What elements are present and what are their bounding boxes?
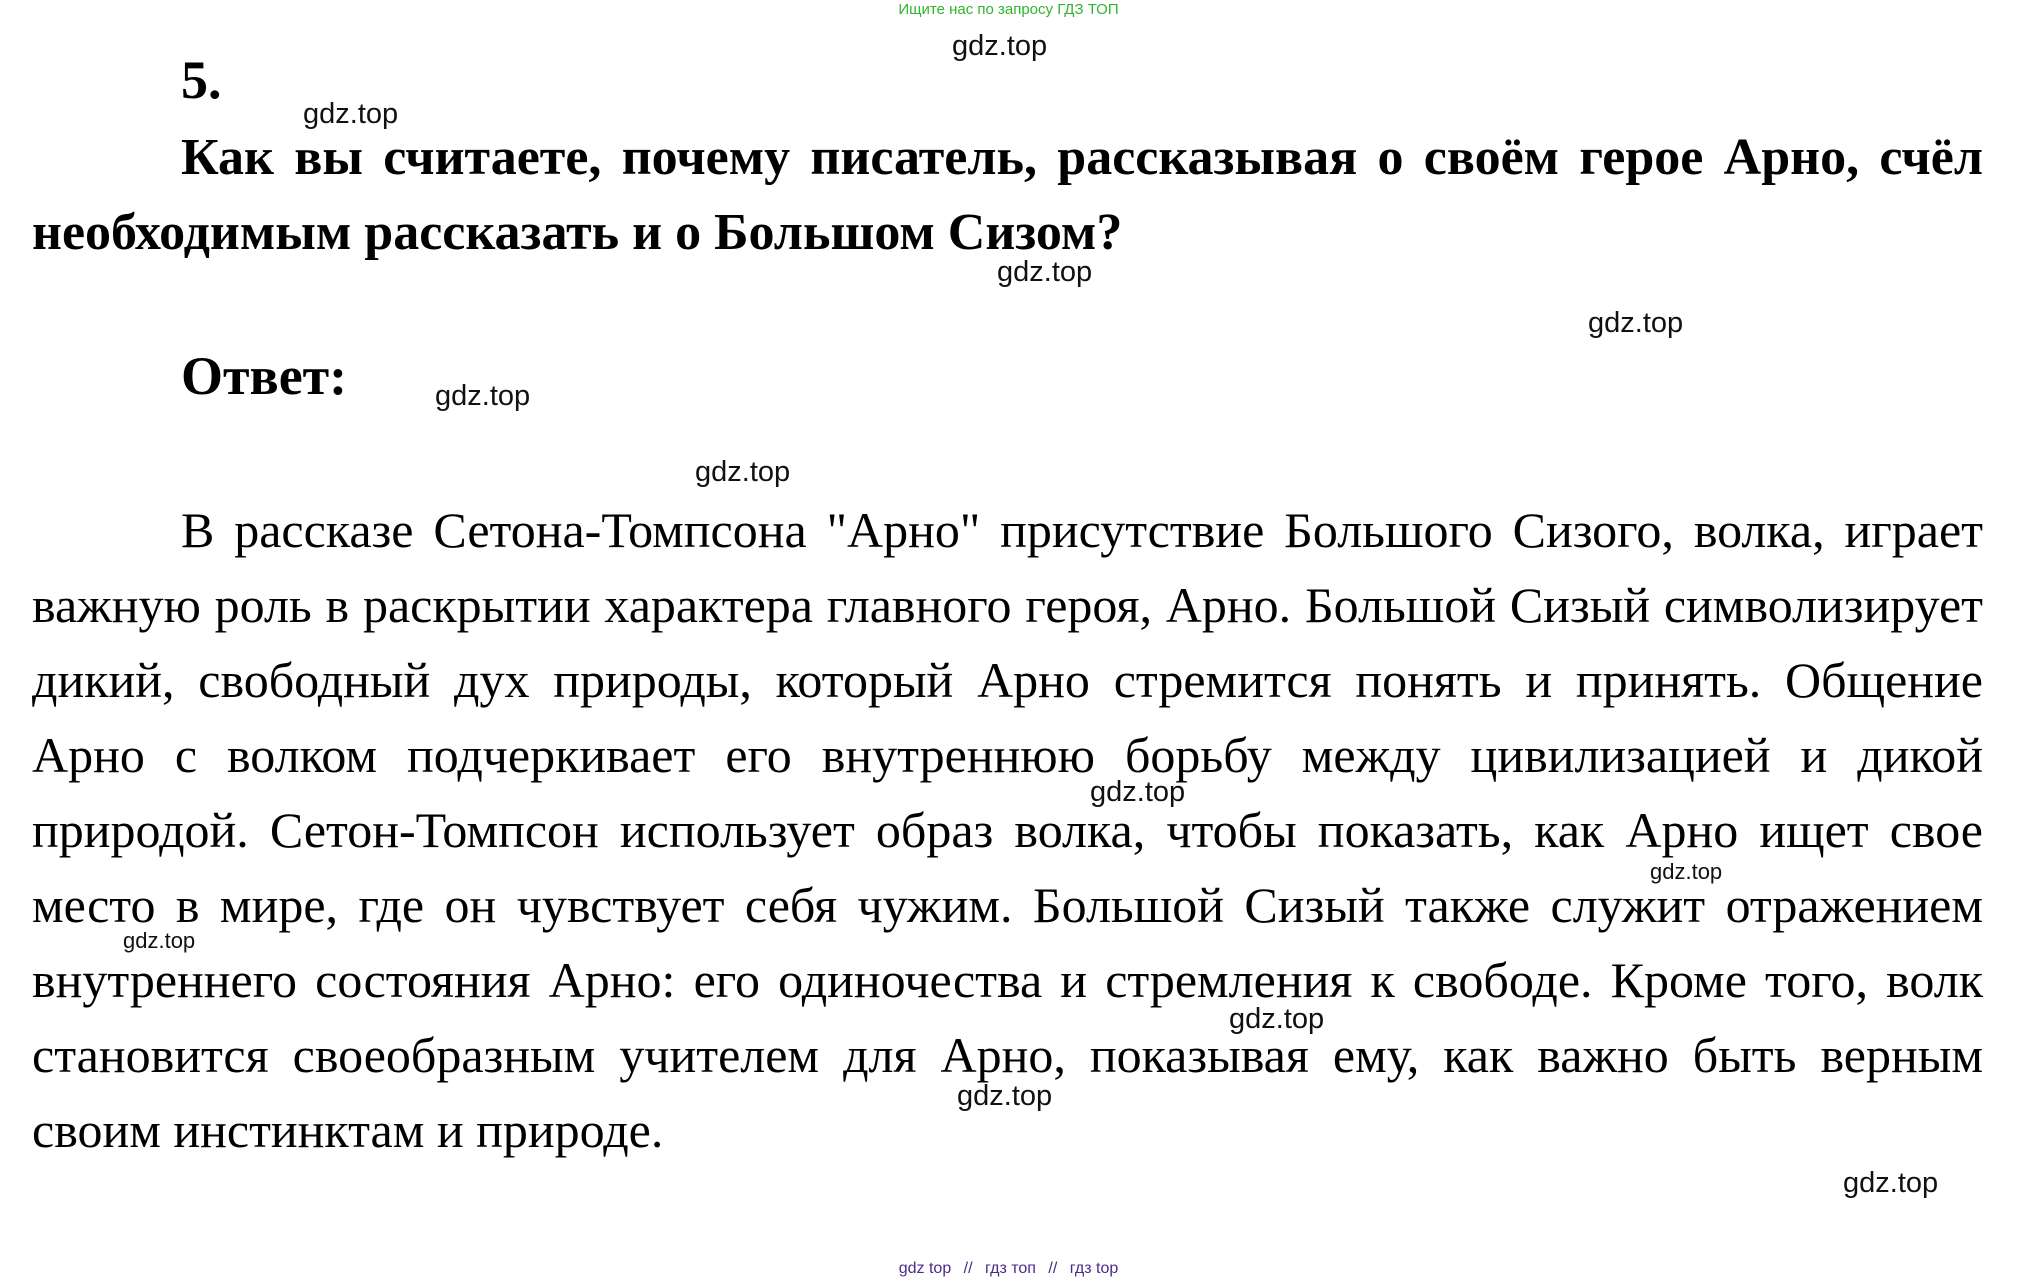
watermark: gdz.top <box>1090 776 1186 808</box>
watermark: gdz.top <box>1229 1003 1325 1035</box>
watermark: gdz.top <box>435 380 531 412</box>
answer-text: В рассказе Сетона-Томпсона "Арно" присутствие Большого Сизого, волка, играет важную роль в раскрытии характера главного героя, Арно. Большой Сизый символизирует дикий, свободный дух природы, который Арно стремится понять и принять. Общение Арно с волком подчеркивает его внутреннюю борьбу между цивилизацией и дикой природой. Сетон-Томпсон использует образ волка, чтобы показать, как Арно ищет свое место в мире, где он чувствует себя чужим. Большой Сизый также служит отражением внутреннего состояния Арно: его одиночества и стремления к свободе. Кроме того, волк становится своеобразным учителем для Арно, показывая ему, как важно быть верным своим инстинктам и природе. <box>32 502 1983 1158</box>
watermark: gdz.top <box>303 98 399 130</box>
watermark: gdz.top <box>997 256 1093 288</box>
watermark: gdz.top <box>1650 859 1723 884</box>
task-number: 5. <box>181 50 222 110</box>
search-banner: Ищите нас по запросу ГДЗ ТОП <box>898 1 1119 18</box>
watermark: gdz.top <box>1843 1167 1939 1199</box>
watermark: gdz.top <box>123 928 196 953</box>
watermark: gdz.top <box>952 30 1048 62</box>
footer-separator: // <box>1048 1260 1058 1277</box>
footer-link[interactable]: гдз top <box>1069 1260 1119 1277</box>
footer-links <box>0 1260 2017 1278</box>
footer-link[interactable]: gdz top <box>898 1260 952 1277</box>
answer-label: Ответ: <box>181 346 348 406</box>
watermark: gdz.top <box>957 1080 1053 1112</box>
question-text: Как вы считаете, почему писатель, рассказывая о своём герое Арно, счёл необходимым рассказать и о Большом Сизом? <box>32 129 1983 261</box>
watermark: gdz.top <box>695 456 791 488</box>
footer-link[interactable]: гдз топ <box>985 1260 1036 1277</box>
footer-separator: // <box>963 1260 973 1277</box>
watermark: gdz.top <box>1588 307 1684 339</box>
